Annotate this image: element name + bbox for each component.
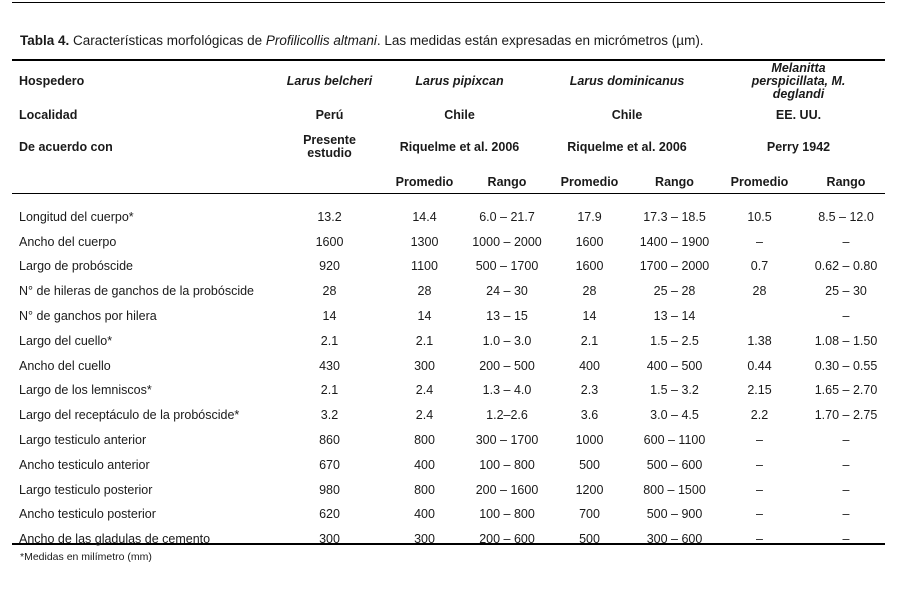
row-label: Largo de probóscide [19,259,133,274]
table-cell: 300 [414,532,435,547]
table-cell: 3.2 [320,408,339,423]
table-cell: 1400 – 1900 [639,234,710,249]
host-3: Larus dominicanus [569,74,685,88]
source-1: Presente estudio [303,133,356,160]
row-label: Ancho del cuello [19,358,111,373]
locality-row [12,101,885,129]
source-2: Riquelme et al. 2006 [399,139,520,154]
table-cell: – [756,234,763,249]
table-cell: 1000 – 2000 [472,234,542,249]
host-4: Melanitta perspicillata, M. deglandi [751,61,846,101]
source-3: Riquelme et al. 2006 [567,139,687,154]
table-cell: 2.3 [580,383,599,398]
table-cell: 400 [414,457,435,472]
table-cell: – [756,457,763,472]
locality-3: Chile [611,107,643,122]
table-cell: 500 [579,532,600,547]
table-cell: 28 [582,284,597,299]
table-cell: 200 – 1600 [475,482,539,497]
caption-species: Profilicollis altmani [265,33,377,48]
table-cell: – [756,482,763,497]
table-row [12,527,885,552]
table-cell: 13 – 14 [653,309,696,324]
table-cell: 200 – 500 [479,358,535,373]
table-cell: 14.4 [412,209,437,224]
subheader-promedio: Promedio [560,174,619,189]
table-row [12,403,885,428]
table-body [12,205,885,552]
table-cell: 1.70 – 2.75 [814,408,878,423]
table-cell: 400 – 500 [646,358,703,373]
table-cell: 2.1 [320,383,339,398]
row-label: Ancho de las gladulas de cemento [19,532,211,547]
table-cell: 920 [319,259,340,274]
table-cell: 17.3 – 18.5 [643,209,706,224]
table-cell: 1700 – 2000 [639,259,710,274]
table-cell: 1.0 – 3.0 [482,333,532,348]
table-cell: 28 [322,284,337,299]
table-cell: 13.2 [317,209,342,224]
subheader-rango: Rango [826,174,866,189]
table-cell: 600 – 1100 [643,433,706,448]
table-cell: – [842,507,850,522]
host-2: Larus pipixcan [415,74,504,88]
table-cell: 14 [417,309,432,324]
row-label: Largo de los lemniscos* [19,383,152,398]
table-cell: 28 [417,284,432,299]
table-row [12,354,885,379]
row-label: N° de hileras de ganchos de la probóscide [19,284,255,299]
table-cell: 500 – 1700 [475,259,539,274]
table-cell: 200 – 600 [479,532,535,547]
table-cell: 800 [414,482,435,497]
table-row [12,279,885,304]
host-1: Larus belcheri [286,74,373,88]
table-cell: 980 [319,482,340,497]
table-cell: 25 – 30 [825,284,867,299]
row-label: Ancho del cuerpo [19,234,117,249]
table-cell: 1100 [411,259,438,274]
table-cell: 1.5 – 2.5 [650,333,699,348]
table-cell: 2.4 [415,408,434,423]
subheader-rango: Rango [655,174,694,189]
locality-label: Localidad [19,107,78,122]
table-cell: 300 – 1700 [475,433,539,448]
table-row [12,230,885,255]
table-cell: – [842,234,850,249]
table-row [12,453,885,478]
table-row [12,379,885,404]
table-cell: 0.7 [750,259,769,274]
table-cell: 800 – 1500 [643,482,706,497]
host-row [12,62,885,101]
table-cell: – [842,457,850,472]
row-label: Ancho testiculo anterior [19,457,150,472]
source-label: De acuerdo con [19,139,113,154]
table-footnote: *Medidas en milímetro (mm) [20,551,152,563]
table-cell: 400 [414,507,435,522]
table-cell: 2.4 [415,383,434,398]
host-label: Hospedero [19,74,85,88]
table-cell: 1.65 – 2.70 [814,383,878,398]
table-cell: 3.6 [580,408,599,423]
table-cell: – [756,507,763,522]
source-4: Perry 1942 [766,139,831,154]
table-cell: 0.44 [747,358,772,373]
table-cell: 2.15 [747,383,772,398]
table-cell: 17.9 [577,209,602,224]
locality-4: EE. UU. [775,107,822,122]
table-cell: 500 [579,457,600,472]
table-row [12,478,885,503]
row-label: Largo del receptáculo de la probóscide* [19,408,240,423]
table-cell: 13 – 15 [486,309,528,324]
table-cell: 0.62 – 0.80 [814,259,878,274]
table-cell: 2.1 [580,333,599,348]
row-label: Largo testiculo anterior [19,433,147,448]
table-cell: 14 [582,309,597,324]
table-cell: 10.5 [747,209,772,224]
table-cell: 1200 [575,482,604,497]
table-row [12,304,885,329]
row-label: Longitud del cuerpo* [19,209,134,224]
table-cell: 670 [319,457,340,472]
subheader-promedio: Promedio [730,174,789,189]
table-cell: 3.0 – 4.5 [650,408,699,423]
table-cell: 1000 [575,433,604,448]
table-cell: 1600 [575,259,604,274]
table-cell: 430 [319,358,340,373]
table-row [12,255,885,280]
table-row [12,205,885,230]
table-cell: 100 – 800 [479,457,535,472]
table-cell: 620 [319,507,340,522]
caption-label: Tabla 4. [20,33,70,48]
table-cell: 1.3 – 4.0 [482,383,532,398]
table-cell: 1600 [575,234,604,249]
table-cell: – [842,309,850,324]
table-cell: 8.5 – 12.0 [818,209,874,224]
table-cell: 400 [579,358,600,373]
table-cell: 2.1 [415,333,434,348]
table-cell: 2.2 [750,408,769,423]
table-cell: – [756,433,763,448]
locality-1: Perú [315,107,344,122]
subheader-rango: Rango [487,174,527,189]
table-cell: 300 [319,532,340,547]
table-cell: 1.38 [747,333,772,348]
row-label: Largo testiculo posterior [19,482,153,497]
table-cell: – [842,482,850,497]
table-cell: 0.30 – 0.55 [814,358,878,373]
table-cell: 1.2–2.6 [486,408,528,423]
table-cell: 300 [414,358,435,373]
table-cell: 100 – 800 [479,507,535,522]
table-cell: 25 – 28 [653,284,696,299]
table-cell: 28 [752,284,767,299]
row-label: Largo del cuello* [19,333,113,348]
source-row [12,129,885,165]
table-cell: 1.5 – 3.2 [650,383,699,398]
table-cell: 1300 [410,234,439,249]
row-label: N° de ganchos por hilera [19,309,157,324]
table-cell: – [756,532,763,547]
table-cell: 500 – 900 [646,507,703,522]
subheader-row [12,165,885,199]
table-cell: 14 [322,309,337,324]
table-row [12,503,885,528]
morphology-table [12,0,885,552]
table-cell: 1.08 – 1.50 [814,333,878,348]
table-row [12,329,885,354]
locality-2: Chile [444,107,475,122]
caption-text-before: Características morfológicas de [69,33,266,48]
table-cell: 500 – 600 [646,457,703,472]
table-cell: 300 – 600 [646,532,703,547]
table-cell: 860 [319,433,340,448]
table-cell: 700 [579,507,600,522]
table-cell: 1600 [315,234,344,249]
table-cell: 800 [414,433,435,448]
row-label: Ancho testiculo posterior [19,507,156,522]
table-cell [712,304,807,329]
table-cell: 6.0 – 21.7 [479,209,535,224]
table-cell: 24 – 30 [486,284,528,299]
table-cell: 2.1 [320,333,339,348]
table-row [12,428,885,453]
table-cell: – [842,433,850,448]
caption-text-after: . Las medidas están expresadas en micrómetros (µm). [376,33,704,48]
subheader-promedio: Promedio [395,174,454,189]
table-cell: – [842,532,850,547]
